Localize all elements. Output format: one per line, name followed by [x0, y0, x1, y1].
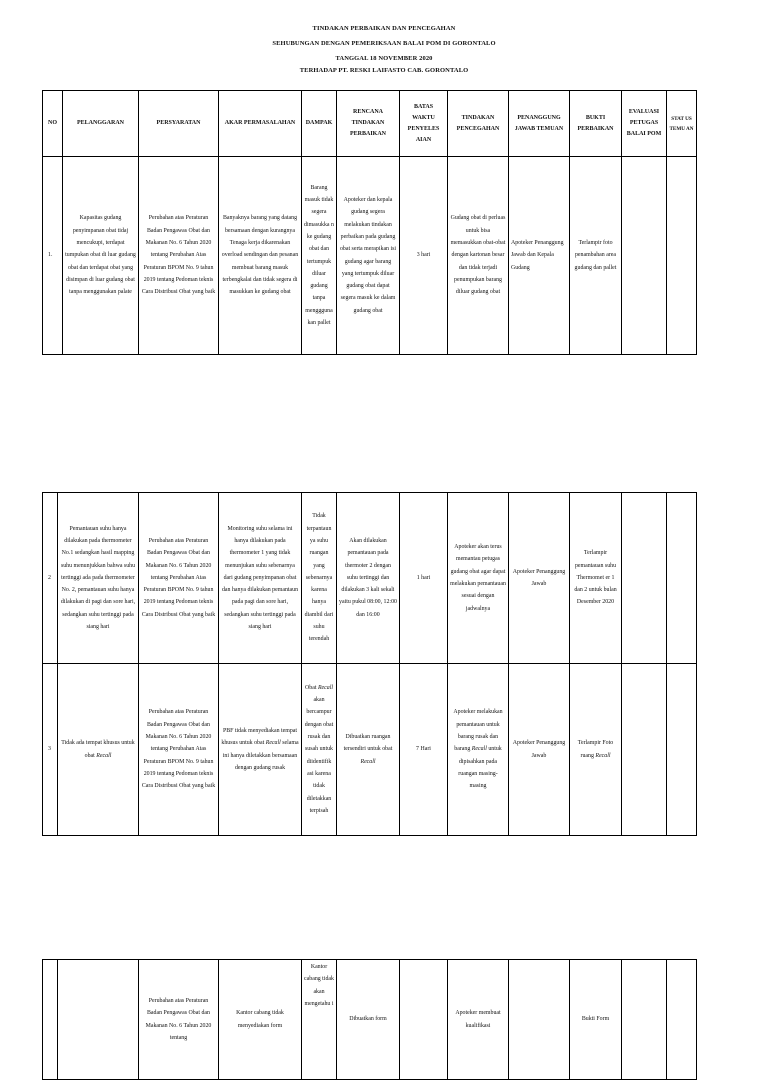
capa-table-page-1: [42, 90, 697, 355]
cell-no: 2: [43, 493, 58, 664]
header-bukti-perbaikan: BUKTI PERBAIKAN: [570, 91, 622, 157]
cell-penanggung-jawab: Apoteker Penanggung Jawab dan Kepala Gudang: [509, 157, 570, 355]
cell-pelanggaran: Pemantauan suhu hanya dilakukan pada thermometer No.1 sedangkan hasil mapping suhu menunjukkan bahwa suhu tertinggi ada pada thermometer No. 2, pemantauan suhu hanya dilakukan di pagi dan sore hari, sedangkan suhu tertinggi pada siang hari: [58, 493, 139, 664]
cell-akar-permasalahan: Banyaknya barang yang datang bersamaan dengan kurangnya Tenaga kerja dikarenakan overload sendingan dan pesanan membuat barang masuk terbengkalai dan tidak segera di masukkan ke gudang obat: [219, 157, 302, 355]
cell-penanggung-jawab: Apoteker Penanggung Jawab: [509, 664, 570, 836]
header-pelanggaran: PELANGGARAN: [63, 91, 139, 157]
recall-term: Recall: [360, 758, 376, 765]
cell-tindakan-pencegahan: [448, 664, 509, 836]
cell-evaluasi: [622, 493, 667, 664]
table-row: [43, 664, 697, 836]
cell-status: [667, 960, 697, 1080]
cell-persyaratan: Perubahan atas Peraturan Badan Pengawas Obat dan Makanan No. 6 Tahun 2020 tentang Perubahan Atas Peraturan BPOM No. 9 tahun 2019 tentang Pedoman teknis Cara Distribusi Obat yang baik: [139, 664, 219, 836]
document-title-line-1: TINDAKAN PERBAIKAN DAN PENCEGAHAN: [312, 25, 456, 32]
cell-penanggung-jawab: Apoteker Penanggung Jawab: [509, 493, 570, 664]
dampak-text-cont: akan bercampur dengan obat rusak dan susah untuk diidentifik asi karena tidak diletakkan terpisah: [304, 697, 334, 814]
recall-term: Recall: [471, 746, 487, 753]
cell-tindakan-pencegahan: Gudang obat di perluas untuk bisa memasukkan obat-obat dengan kartonan besar dan tidak terjadi penumpukan barang diluar gudang obat: [448, 157, 509, 355]
recall-term: Recall: [595, 752, 611, 759]
cell-bukti-perbaikan: Terlampir pemantauan suhu Thermomet er 1 dan 2 untuk bulan Desember 2020: [570, 493, 622, 664]
dampak-text: Obat: [305, 684, 317, 691]
cell-bukti-perbaikan: Bukti Form: [570, 960, 622, 1080]
cell-bukti-perbaikan: Terlampir foto penambahan area gudang dan pallet: [570, 157, 622, 355]
cell-akar-permasalahan: Kantor cabang tidak menyediakan form: [219, 960, 302, 1080]
recall-term: Recall: [265, 740, 281, 747]
cell-akar-permasalahan: Monitoring suhu selama ini hanya dilakukan pada thermometer 1 yang tidak menunjukan suhu sebenarnya dari gudang penyimpanan obat dan hanya dilakukan pemantaun pada pagi dan sore hari, sedangkan suhu tertinggi pada siang hari: [219, 493, 302, 664]
cell-tindakan-pencegahan: Apoteker membuat kualifikasi: [448, 960, 509, 1080]
cell-pelanggaran: [58, 664, 139, 836]
recall-term: Recall: [96, 752, 112, 759]
cell-batas-waktu: 3 hari: [400, 157, 448, 355]
header-akar-permasalahan: AKAR PERMASALAHAN: [219, 91, 302, 157]
cell-dampak: Kantor cabang tidak akan mengetahu i: [302, 960, 337, 1080]
cell-no: 1.: [43, 157, 63, 355]
table-row: [43, 157, 697, 355]
header-evaluasi: EVALUASI PETUGAS BALAI POM: [622, 91, 667, 157]
cell-penanggung-jawab: [509, 960, 570, 1080]
cell-status: [667, 157, 697, 355]
cell-dampak: [302, 664, 337, 836]
table-row: [43, 493, 697, 664]
cell-rencana-tindakan: Dibuatkan form: [337, 960, 400, 1080]
header-status: STAT US TEMU AN: [667, 91, 697, 157]
table-row: [43, 960, 697, 1080]
cell-status: [667, 493, 697, 664]
cell-status: [667, 664, 697, 836]
header-rencana-tindakan: RENCANA TINDAKAN PERBAIKAN: [337, 91, 400, 157]
akar-text-cont: selama ini hanya diletakkan bersamaan dengan gudang rusak: [222, 740, 299, 771]
cell-dampak: Tidak terpantaun ya suhu ruangan yang sebenarnya karena hanya diambil dari suhu terendah: [302, 493, 337, 664]
pelanggaran-text: Tidak ada tempat khusus untuk obat: [61, 740, 135, 759]
cell-akar-permasalahan: [219, 664, 302, 836]
cell-no: 3: [43, 664, 58, 836]
header-penanggung-jawab: PENANGGUNG JAWAB TEMUAN: [509, 91, 570, 157]
akar-text: PBF tidak menyediakan tempat khusus untuk obat: [221, 727, 298, 747]
pencegahan-text: Apoteker melakukan pemantauan untuk barang rusak dan barang: [453, 709, 503, 753]
cell-evaluasi: [622, 960, 667, 1080]
cell-rencana-tindakan: Akan dilakukan pemantauan pada thermoter 2 dengan suhu tertinggi dan dilakukan 3 kali sekali yaitu pukul 08:00, 12:00 dan 16:00: [337, 493, 400, 664]
cell-pelanggaran: Kapasitas gudang penyimpanan obat tidaj mencukupi, terdapat tumpukan obat di luar gudang obat dan terdapat obat yang disimpan di luar gudang obat tanpa menggunakan palate: [63, 157, 139, 355]
cell-batas-waktu: [400, 960, 448, 1080]
recall-term: Recall: [317, 684, 333, 691]
cell-rencana-tindakan: [337, 664, 400, 836]
header-tindakan-pencegahan: TINDAKAN PENCEGAHAN: [448, 91, 509, 157]
capa-table-page-3: [42, 959, 697, 1080]
cell-evaluasi: [622, 664, 667, 836]
document-title-line-4: TERHADAP PT. RESKI LAIFASTO CAB. GORONTALO: [299, 67, 469, 74]
rencana-text: Dibuatkan ruangan tersendiri untuk obat: [343, 734, 393, 753]
capa-table-page-2: [42, 492, 697, 836]
cell-persyaratan: Perubahan atas Peraturan Badan Pengawas Obat dan Makanan No. 6 Tahun 2020 tentang: [139, 960, 219, 1080]
header-persyaratan: PERSYARATAN: [139, 91, 219, 157]
table-header-row: [43, 91, 697, 157]
cell-evaluasi: [622, 157, 667, 355]
cell-dampak: Barang masuk tidak segera dimasukka n ke gudang obat dan tertumpuk diluar gudang tanpa menggguna kan pallet: [302, 157, 337, 355]
cell-persyaratan: Perubahan atas Peraturan Badan Pengawas Obat dan Makanan No. 6 Tahun 2020 tentang Perubahan Atas Peraturan BPOM No. 9 tahun 2019 tentang Pedoman teknis Cara Distribusi Obat yang baik: [139, 493, 219, 664]
cell-bukti-perbaikan: [570, 664, 622, 836]
document-title-line-2: SEHUBUNGAN DENGAN PEMERIKSAAN BALAI POM DI GORONTALO: [272, 40, 496, 47]
bukti-text: Terlampir Foto ruang: [577, 740, 614, 759]
cell-tindakan-pencegahan: Apoteker akan terus memantau petugas gudang obat agar dapat melakukan pemantauan sesuai dengan jadwalnya: [448, 493, 509, 664]
cell-pelanggaran: [58, 960, 139, 1080]
header-batas-waktu: BATAS WAKTU PENYELES AIAN: [400, 91, 448, 157]
cell-no: [43, 960, 58, 1080]
cell-persyaratan: Perubahan atas Peraturan Badan Pengawas Obat dan Makanan No. 6 Tahun 2020 tentang Perubahan Atas Peraturan BPOM No. 9 tahun 2019 tentang Pedoman teknis Cara Distribusi Obat yang baik: [139, 157, 219, 355]
pencegahan-text-cont: untuk dipisahkan pada ruangan masing-masing: [458, 746, 502, 790]
header-dampak: DAMPAK: [302, 91, 337, 157]
cell-batas-waktu: 7 Hari: [400, 664, 448, 836]
header-no: NO: [43, 91, 63, 157]
cell-rencana-tindakan: Apoteker dan kepala gudang segera melakukan tindakan perbaikan pada gudang obat serta merapikan isi gudang agar barang yang tertumpuk diluar gudang obat dapat segera masuk ke dalam gudang obat: [337, 157, 400, 355]
cell-batas-waktu: 1 hari: [400, 493, 448, 664]
document-title-line-3: TANGGAL 18 NOVEMBER 2020: [335, 55, 433, 62]
